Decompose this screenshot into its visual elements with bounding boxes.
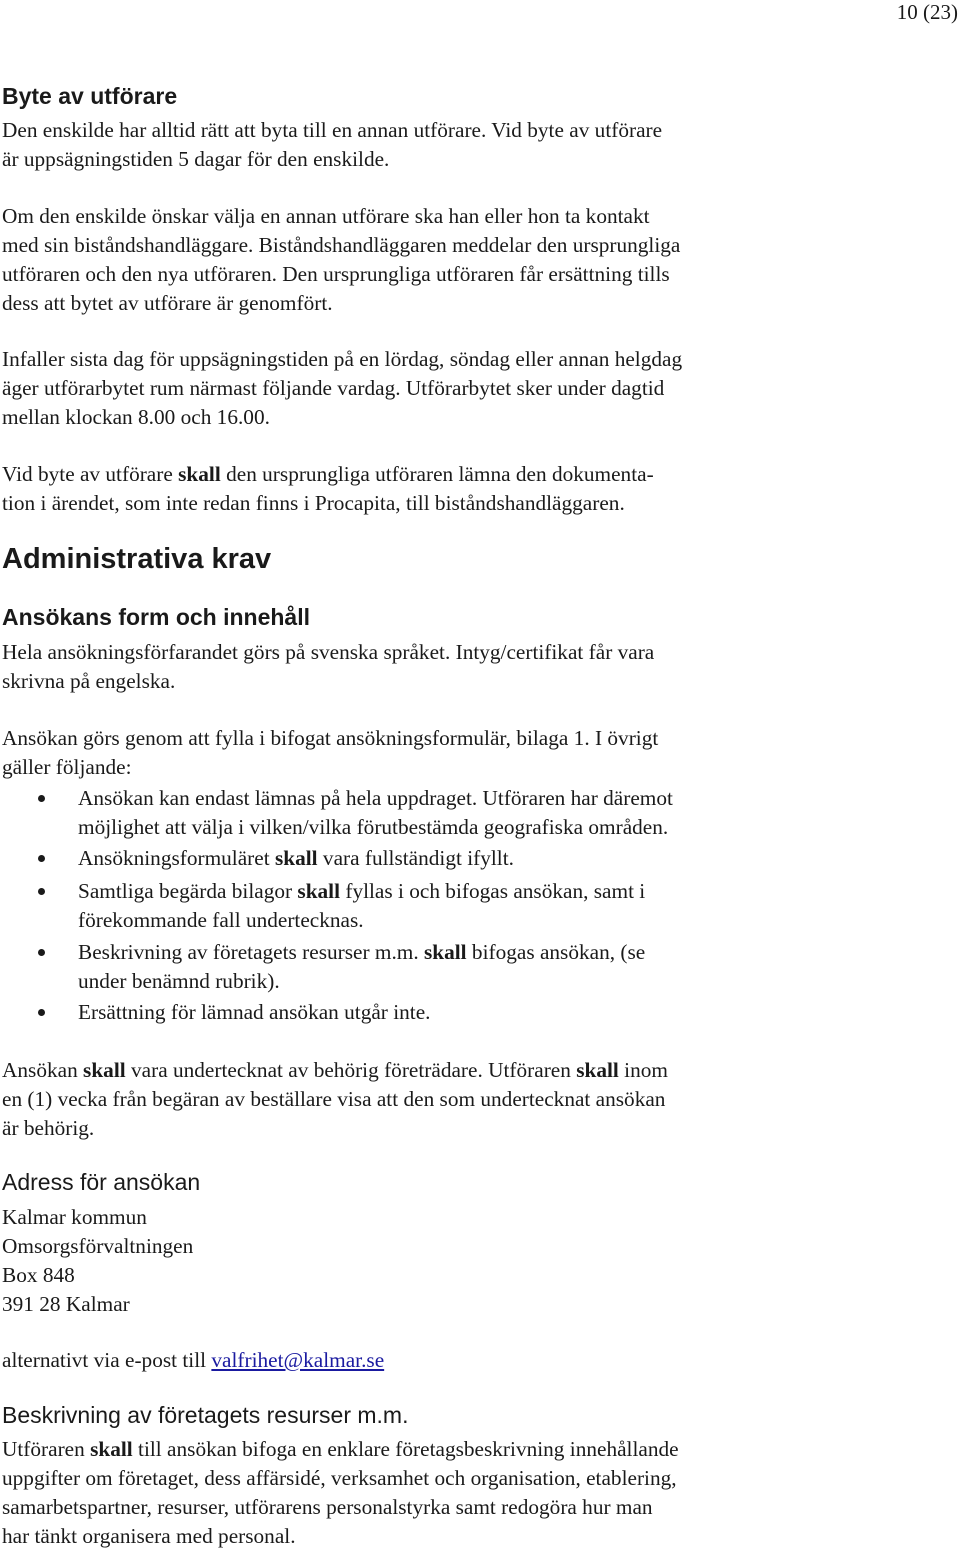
- text-line: Den enskilde har alltid rätt att byta till en annan utförare. Vid byte av utförare: [2, 118, 663, 142]
- address-line: Omsorgsförvaltningen: [2, 1234, 194, 1258]
- text-line: är behörig.: [2, 1116, 95, 1140]
- bullet-icon: [38, 795, 45, 802]
- email-prefix: alternativt via e-post till: [2, 1348, 212, 1372]
- paragraph-byte-3: [2, 345, 682, 432]
- paragraph-admin-2: [2, 724, 658, 782]
- paragraph-resources: [2, 1435, 679, 1551]
- paragraph-byte-4: [2, 460, 654, 518]
- text-line: Infaller sista dag för uppsägningstiden på en lördag, söndag eller annan helgdag: [2, 347, 683, 371]
- heading-beskrivning-resurser: Beskrivning av företagets resurser m.m.: [2, 1402, 409, 1428]
- heading-adress: Adress för ansökan: [2, 1169, 201, 1195]
- paragraph-admin-1: [2, 638, 654, 696]
- email-line: [2, 1346, 384, 1375]
- text-line: tion i ärendet, som inte redan finns i Procapita, till biståndshandläggaren.: [2, 491, 625, 515]
- text-line: uppgifter om företaget, dess affärsidé, verksamhet och organisation, etablering,: [2, 1466, 677, 1490]
- list-item: Ansökningsformuläret skall vara fullständigt ifyllt.: [2, 844, 673, 873]
- address-line: Kalmar kommun: [2, 1205, 147, 1229]
- text-line: skrivna på engelska.: [2, 669, 176, 693]
- paragraph-byte-1: [2, 116, 662, 174]
- subheading-ansokans-form: Ansökans form och innehåll: [2, 604, 310, 630]
- text-line: med sin biståndshandläggare. Biståndshandläggaren meddelar den ursprungliga: [2, 233, 681, 257]
- text-line: gäller följande:: [2, 755, 132, 779]
- bullet-icon: [38, 888, 45, 895]
- address-line: 391 28 Kalmar: [2, 1292, 130, 1316]
- heading-administrativa-krav: Administrativa krav: [2, 543, 272, 575]
- text-line: äger utförarbytet rum närmast följande vardag. Utförarbytet sker under dagtid: [2, 376, 665, 400]
- list-item: Ersättning för lämnad ansökan utgår inte.: [2, 998, 673, 1027]
- bullet-icon: [38, 855, 45, 862]
- paragraph-byte-2: [2, 202, 680, 318]
- text-line: en (1) vecka från begäran av beställare visa att den som undertecknat ansökan: [2, 1087, 666, 1111]
- requirements-list: [2, 784, 673, 1027]
- address-block: [2, 1203, 193, 1319]
- list-item: Beskrivning av företagets resurser m.m. skall bifogas ansökan, (se under benämnd rubrik).: [2, 938, 673, 996]
- text-line: dess att bytet av utförare är genomfört.: [2, 291, 333, 315]
- bullet-icon: [38, 1009, 45, 1016]
- text-line: mellan klockan 8.00 och 16.00.: [2, 405, 270, 429]
- page-number: 10 (23): [896, 0, 958, 24]
- text-line: samarbetspartner, resurser, utförarens personalstyrka samt redogöra hur man: [2, 1495, 653, 1519]
- text-line: Hela ansökningsförfarandet görs på svenska språket. Intyg/certifikat får vara: [2, 640, 655, 664]
- address-line: Box 848: [2, 1263, 75, 1287]
- text-line: Ansökan skall vara undertecknat av behörig företrädare. Utföraren skall inom: [2, 1058, 668, 1082]
- text-line: Om den enskilde önskar välja en annan utförare ska han eller hon ta kontakt: [2, 204, 650, 228]
- heading-byte-av-utforare: Byte av utförare: [2, 83, 178, 109]
- text-line: Utföraren skall till ansökan bifoga en enklare företagsbeskrivning innehållande: [2, 1437, 679, 1461]
- list-item: Samtliga begärda bilagor skall fyllas i och bifogas ansökan, samt i förekommande fall undertecknas.: [2, 877, 673, 935]
- text-line: Vid byte av utförare skall den ursprungliga utföraren lämna den dokumenta-: [2, 462, 654, 486]
- text-line: har tänkt organisera med personal.: [2, 1524, 296, 1548]
- text-line: utföraren och den nya utföraren. Den ursprungliga utföraren får ersättning tills: [2, 262, 670, 286]
- text-line: Ansökan görs genom att fylla i bifogat ansökningsformulär, bilaga 1. I övrigt: [2, 726, 659, 750]
- email-link[interactable]: valfrihet@kalmar.se: [211, 1348, 385, 1372]
- list-item: Ansökan kan endast lämnas på hela uppdraget. Utföraren har däremot möjlighet att välja i vilken/vilka förutbestämda geografiska områden.: [2, 784, 673, 842]
- text-line: är uppsägningstiden 5 dagar för den enskilde.: [2, 147, 390, 171]
- bullet-icon: [38, 949, 45, 956]
- paragraph-admin-3: [2, 1056, 668, 1143]
